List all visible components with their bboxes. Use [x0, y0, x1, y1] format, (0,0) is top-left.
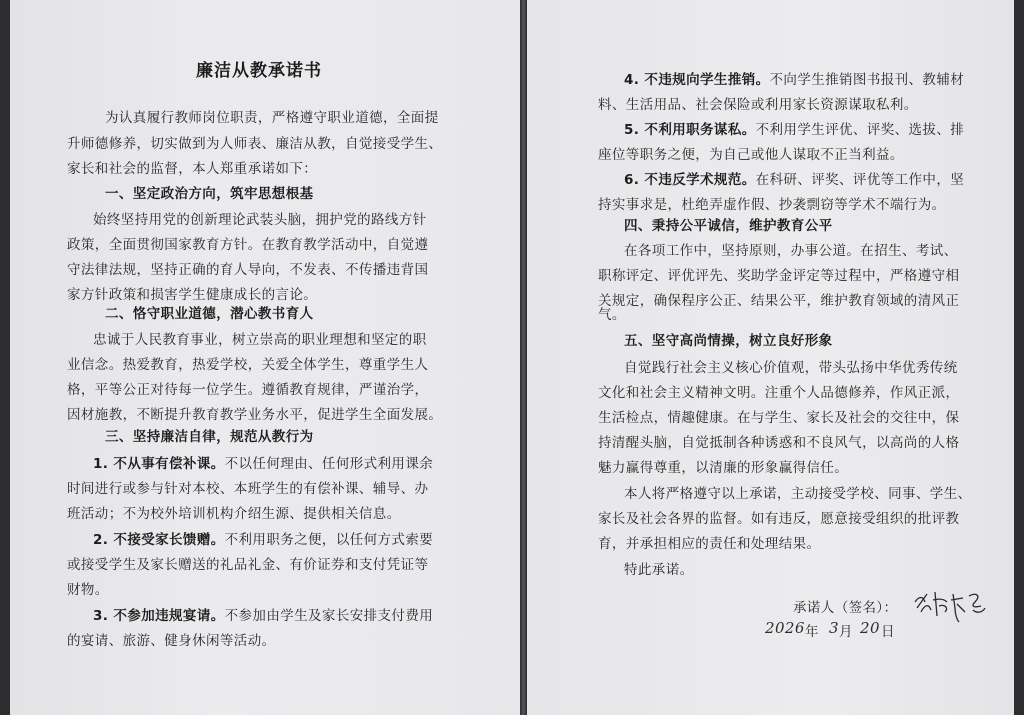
closing-line-3: 育，并承担相应的责任和处理结果。 [598, 536, 821, 552]
section-5-line-1: 自觉践行社会主义核心价值观，带头弘扬中华优秀传统 [624, 360, 958, 376]
section-5-line-2: 文化和社会主义精神文明。注重个人品德修养，作风正派， [598, 385, 960, 401]
item-4-rest: 不向学生推销图书报刊、教辅材 [769, 72, 965, 88]
item-4-line-2: 料、生活用品、社会保险或利用家长资源谋取私利。 [598, 97, 918, 113]
section-1-line-1: 始终坚持用党的创新理论武装头脑，拥护党的路线方针 [93, 212, 427, 228]
closing-line-2: 家长及社会各界的监督。如有违反，愿意接受组织的批评教 [598, 511, 960, 527]
item-4-lead: 4. 不违规向学生推销。 [624, 72, 770, 88]
section-4-line-2: 职称评定、评优评先、奖助学金评定等过程中，严格遵守相 [598, 268, 960, 284]
date-month-handwritten: 3 [829, 619, 839, 637]
document-title: 廉洁从教承诺书 [196, 61, 322, 81]
item-2-rest: 不利用职务之便，以任何方式索要 [224, 532, 434, 548]
item-3-lead: 3. 不参加违规宴请。 [93, 608, 225, 624]
left-page [10, 0, 520, 715]
item-3-line-2: 的宴请、旅游、健身休闲等活动。 [67, 633, 276, 649]
section-4-line-4: 气。 [598, 307, 626, 323]
right-page [527, 0, 1014, 715]
item-5-first-line [624, 118, 964, 138]
date-day-unit: 日 [881, 624, 895, 640]
section-2-line-4: 因材施教，不断提升教育教学业务水平，促进学生全面发展。 [67, 407, 443, 423]
section-1-heading: 一、坚定政治方向，筑牢思想根基 [105, 186, 314, 202]
photo-background-right [1014, 0, 1024, 715]
intro-line-1: 为认真履行教师岗位职责，严格遵守职业道德，全面提 [105, 110, 439, 126]
section-2-heading: 二、恪守职业道德，潜心教书育人 [105, 306, 314, 322]
section-1-line-4: 家方针政策和损害学生健康成长的言论。 [67, 287, 318, 303]
item-1-rest: 不以任何理由、任何形式利用课余 [224, 456, 434, 472]
item-3-first-line [93, 604, 433, 624]
item-6-line-2: 持实事求是，杜绝弄虚作假、抄袭剽窃等学术不端行为。 [598, 197, 946, 213]
section-4-line-3: 关规定，确保程序公正、结果公平，维护教育领域的清风正 [598, 293, 960, 309]
signer-label: 承诺人（签名）： [793, 600, 898, 616]
item-5-rest: 不利用学生评优、评奖、选拔、排 [755, 122, 965, 138]
item-3-rest: 不参加由学生及家长安排支付费用 [224, 608, 434, 624]
section-5-line-3: 生活检点，情趣健康。在与学生、家长及社会的交往中，保 [598, 410, 960, 426]
item-1-lead: 1. 不从事有偿补课。 [93, 456, 225, 472]
book-binding [520, 0, 527, 715]
item-4-first-line [624, 68, 964, 88]
section-5-line-5: 魅力赢得尊重，以清廉的形象赢得信任。 [598, 460, 849, 476]
item-1-first-line [93, 452, 433, 472]
handwritten-signature [911, 582, 989, 626]
item-6-rest: 在科研、评奖、评优等工作中，坚 [755, 172, 965, 188]
intro-line-3: 家长和社会的监督，本人郑重承诺如下： [67, 161, 318, 177]
item-2-line-3: 财物。 [67, 582, 109, 598]
date-year-unit: 年 [805, 624, 819, 640]
section-4-heading: 四、秉持公平诚信，维护教育公平 [624, 218, 833, 234]
item-2-line-2: 或接受学生及家长赠送的礼品礼金、有价证券和支付凭证等 [67, 557, 429, 573]
photo-background-left [0, 0, 10, 715]
section-5-line-4: 持清醒头脑，自觉抵制各种诱惑和不良风气，以高尚的人格 [598, 435, 960, 451]
intro-line-2: 升师德修养，切实做到为人师表、廉洁从教，自觉接受学生、 [67, 136, 443, 152]
item-1-line-2: 时间进行或参与针对本校、本班学生的有偿补课、辅导、办 [67, 481, 429, 497]
item-6-first-line [624, 168, 964, 188]
section-2-line-3: 格，平等公正对待每一位学生。遵循教育规律，严谨治学， [67, 382, 429, 398]
item-5-line-2: 座位等职务之便，为自己或他人谋取不正当利益。 [598, 147, 904, 163]
date-day-handwritten: 20 [860, 619, 880, 637]
section-4-line-1: 在各项工作中，坚持原则，办事公道。在招生、考试、 [624, 243, 958, 259]
item-2-lead: 2. 不接受家长馈赠。 [93, 532, 225, 548]
section-1-line-3: 守法律法规，坚持正确的育人导向，不发表、不传播违背国 [67, 262, 429, 278]
item-6-lead: 6. 不违反学术规范。 [624, 172, 756, 188]
item-2-first-line [93, 528, 433, 548]
section-1-line-2: 政策，全面贯彻国家教育方针。在教育教学活动中，自觉遵 [67, 237, 429, 253]
section-2-line-1: 忠诚于人民教育事业，树立崇高的职业理想和坚定的职 [93, 332, 427, 348]
date-year-handwritten: 2026 [765, 619, 805, 637]
item-5-lead: 5. 不利用职务谋私。 [624, 122, 756, 138]
closing-line-1: 本人将严格遵守以上承诺，主动接受学校、同事、学生、 [624, 486, 972, 502]
item-1-line-3: 班活动；不为校外培训机构介绍生源、提供相关信息。 [67, 506, 401, 522]
section-2-line-2: 业信念。热爱教育，热爱学校，关爱全体学生，尊重学生人 [67, 357, 429, 373]
date-month-unit: 月 [839, 624, 853, 640]
section-3-heading: 三、坚持廉洁自律，规范从教行为 [105, 429, 314, 445]
section-5-heading: 五、坚守高尚情操，树立良好形象 [624, 333, 833, 349]
ending-line: 特此承诺。 [624, 562, 694, 578]
